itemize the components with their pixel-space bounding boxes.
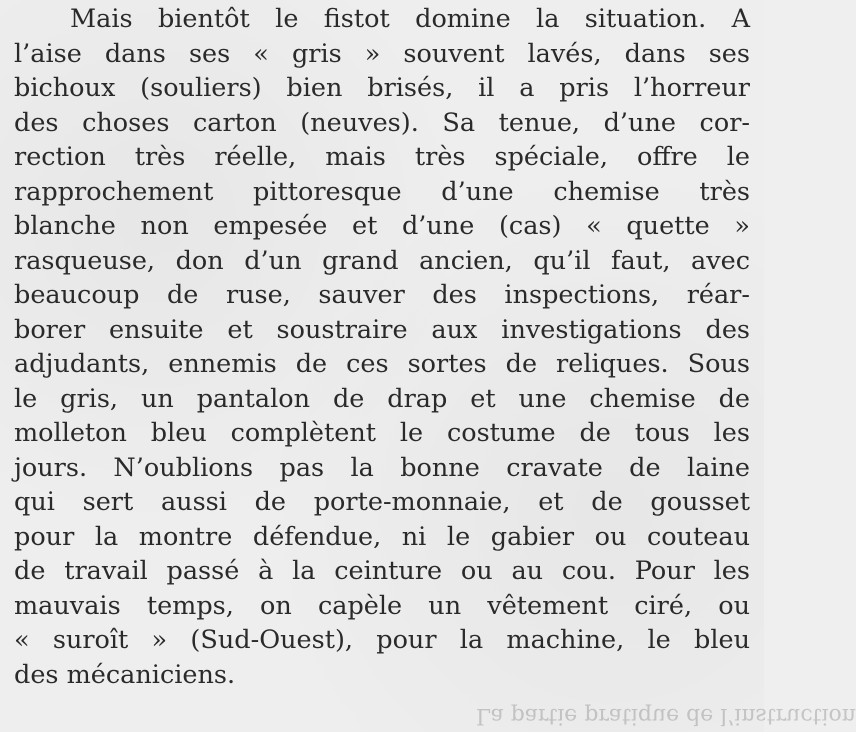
paragraph [14, 2, 750, 692]
text-line: le gris, un pantalon de drap et une chemise de [14, 383, 750, 414]
text-line: rection très réelle, mais très spéciale, offre le [14, 142, 750, 172]
text-line: qui sert aussi de porte-monnaie, et de gousset [14, 487, 750, 517]
text-line: jours. N’oublions pas la bonne cravate de laine [14, 452, 750, 483]
text-line: borer ensuite et soustraire aux investigations des [14, 314, 750, 345]
text-line: bichoux (souliers) bien brisés, il a pris l’horreur [14, 73, 750, 103]
bleed-through-text: La partie pratique de l’instruction [476, 703, 856, 728]
text-line: blanche non empesée et d’une (cas) « quette » [14, 211, 750, 241]
text-line: pour la montre défendue, ni le gabier ou couteau [14, 521, 750, 552]
text-line: des choses carton (neuves). Sa tenue, d’une cor- [14, 107, 750, 138]
text-line: rasqueuse, don d’un grand ancien, qu’il faut, avec [14, 245, 750, 276]
text-line: adjudants, ennemis de ces sortes de reliques. Sous [14, 349, 750, 379]
text-line: « suroît » (Sud-Ouest), pour la machine, le bleu [14, 625, 750, 655]
text-line: de travail passé à la ceinture ou au cou. Pour les [14, 556, 750, 586]
text-line: molleton bleu complètent le costume de tous les [14, 418, 750, 448]
text-line: mauvais temps, on capèle un vêtement ciré, ou [14, 590, 750, 621]
text-line: beaucoup de ruse, sauver des inspections, réar- [14, 280, 750, 310]
text-line: rapprochement pittoresque d’une chemise très [14, 176, 750, 207]
text-line-last: des mécaniciens. [14, 659, 236, 690]
text-line: l’aise dans ses « gris » souvent lavés, dans ses [14, 38, 750, 69]
text-line: Mais bientôt le fistot domine la situation. A [70, 4, 750, 34]
